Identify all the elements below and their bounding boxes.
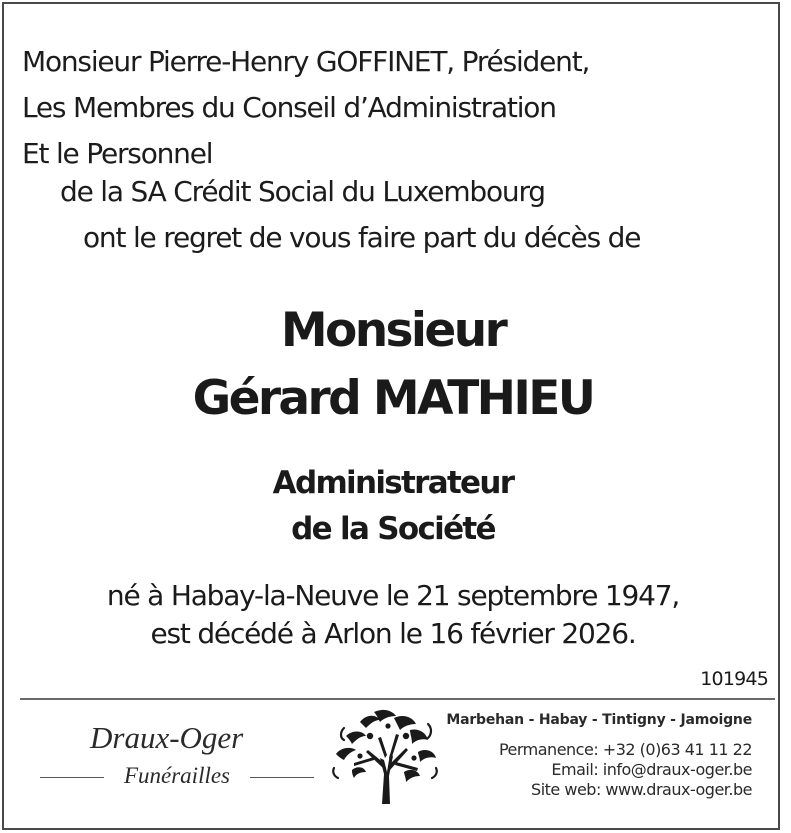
- deceased-role-company: de la Société: [291, 511, 495, 547]
- funeral-home-subtitle-block: [40, 764, 314, 790]
- death-details: est décédé à Arlon le 16 février 2026.: [150, 617, 636, 650]
- tree-icon: [330, 708, 442, 806]
- deceased-salutation: Monsieur: [280, 303, 506, 358]
- birth-details: né à Habay-la-Neuve le 21 septembre 1947,: [106, 579, 680, 612]
- intro-line-staff: Et le Personnel: [22, 137, 213, 170]
- footer-divider: [20, 698, 775, 700]
- funeral-home-subtitle: Funérailles: [123, 763, 231, 788]
- obituary-frame: [2, 2, 780, 830]
- contact-phone: Permanence: +32 (0)63 41 11 22: [498, 740, 752, 759]
- deceased-name: Gérard MATHIEU: [192, 371, 594, 426]
- funeral-home-towns: Marbehan - Habay - Tintigny - Jamoigne: [446, 712, 752, 728]
- intro-line-company: de la SA Crédit Social du Luxembourg: [60, 175, 545, 208]
- contact-website: Site web: www.draux-oger.be: [531, 780, 752, 799]
- subtitle-rule-right: [250, 777, 314, 778]
- intro-line-regret: ont le regret de vous faire part du décès de: [83, 221, 641, 254]
- contact-email: Email: info@draux-oger.be: [551, 760, 752, 779]
- reference-number: 101945: [700, 668, 768, 690]
- intro-line-president: Monsieur Pierre-Henry GOFFINET, Président,: [22, 45, 590, 78]
- funeral-home-name: Draux-Oger: [90, 720, 244, 755]
- intro-line-board: Les Membres du Conseil d’Administration: [22, 91, 556, 124]
- deceased-role: Administrateur: [272, 465, 514, 501]
